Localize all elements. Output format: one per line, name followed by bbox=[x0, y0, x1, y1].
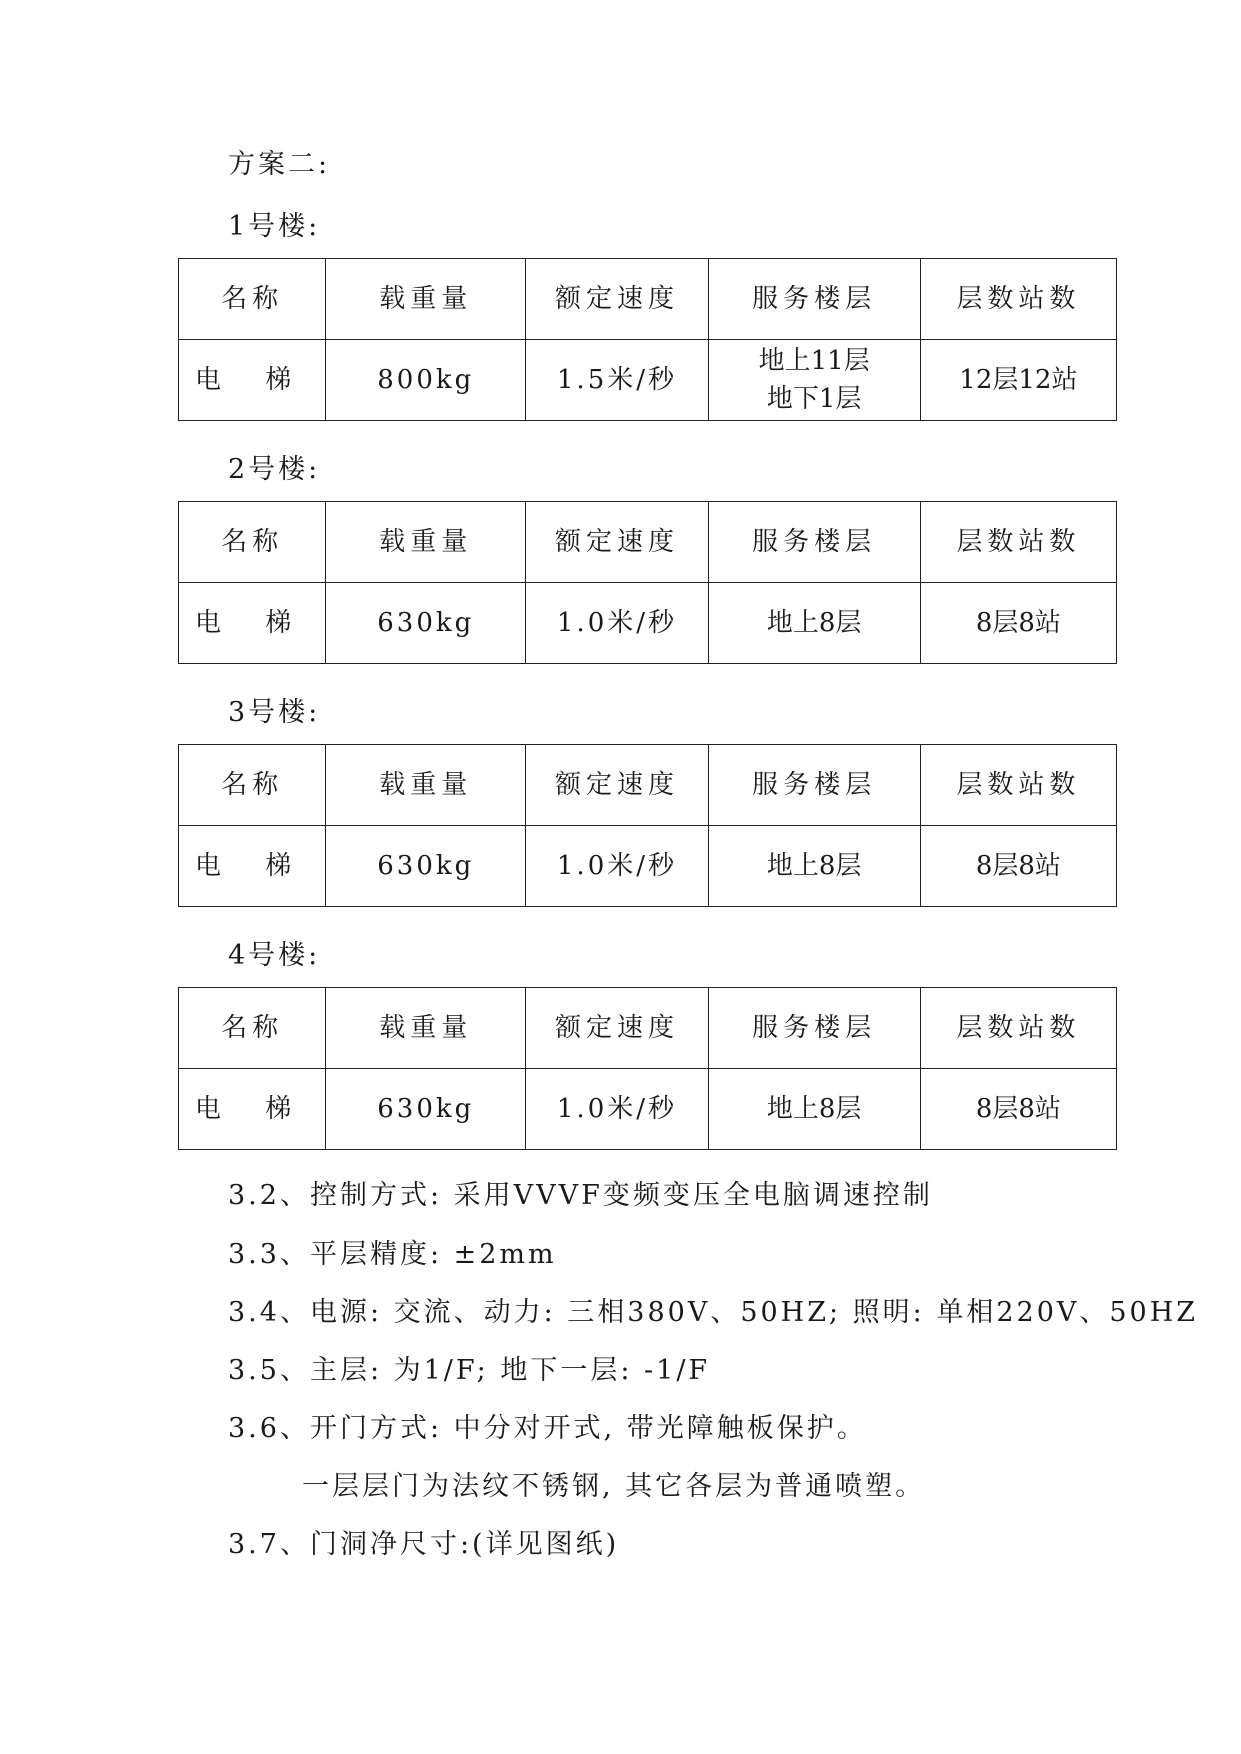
header-cell-floors: 服务楼层 bbox=[708, 988, 920, 1069]
header-cell-stops: 层数站数 bbox=[920, 259, 1116, 340]
header-cell-speed: 额定速度 bbox=[526, 988, 708, 1069]
cell-stops: 12层12站 bbox=[920, 340, 1116, 421]
header-cell-stops: 层数站数 bbox=[920, 988, 1116, 1069]
building-label: 2号楼: bbox=[228, 454, 321, 485]
spec-main-floor: 3.5、主层: 为1/F; 地下一层: -1/F bbox=[228, 1355, 711, 1386]
cell-floors bbox=[708, 340, 920, 421]
table-row bbox=[179, 1069, 1117, 1150]
cell-name: 电 梯 bbox=[179, 1069, 326, 1150]
cell-load: 630kg bbox=[326, 1069, 526, 1150]
table-row bbox=[179, 583, 1117, 664]
table-header-row bbox=[179, 259, 1117, 340]
header-cell-speed: 额定速度 bbox=[526, 502, 708, 583]
building-label: 4号楼: bbox=[228, 940, 321, 971]
cell-speed: 1.5米/秒 bbox=[526, 340, 708, 421]
spec-door-opening-size: 3.7、门洞净尺寸:(详见图纸) bbox=[228, 1529, 620, 1560]
header-cell-floors: 服务楼层 bbox=[708, 502, 920, 583]
cell-load: 800kg bbox=[326, 340, 526, 421]
cell-speed: 1.0米/秒 bbox=[526, 826, 708, 907]
scheme-title: 方案二: bbox=[228, 149, 331, 180]
cell-stops: 8层8站 bbox=[920, 1069, 1116, 1150]
building-label: 3号楼: bbox=[228, 697, 321, 728]
elevator-spec-table bbox=[178, 501, 1117, 664]
cell-stops: 8层8站 bbox=[920, 583, 1116, 664]
cell-floors: 地上8层 bbox=[708, 826, 920, 907]
cell-floors-line1: 地上11层 bbox=[758, 346, 870, 376]
elevator-spec-table bbox=[178, 258, 1117, 421]
spec-door-material: 一层层门为法纹不锈钢, 其它各层为普通喷塑。 bbox=[302, 1471, 926, 1502]
cell-speed: 1.0米/秒 bbox=[526, 583, 708, 664]
cell-stops: 8层8站 bbox=[920, 826, 1116, 907]
header-cell-load: 载重量 bbox=[326, 745, 526, 826]
spec-door-opening: 3.6、开门方式: 中分对开式, 带光障触板保护。 bbox=[228, 1413, 867, 1444]
header-cell-load: 载重量 bbox=[326, 259, 526, 340]
table-row bbox=[179, 826, 1117, 907]
header-cell-stops: 层数站数 bbox=[920, 745, 1116, 826]
header-cell-load: 载重量 bbox=[326, 988, 526, 1069]
elevator-spec-table bbox=[178, 987, 1117, 1150]
header-cell-name: 名称 bbox=[179, 259, 326, 340]
header-cell-floors: 服务楼层 bbox=[708, 259, 920, 340]
header-cell-speed: 额定速度 bbox=[526, 259, 708, 340]
header-cell-stops: 层数站数 bbox=[920, 502, 1116, 583]
cell-load: 630kg bbox=[326, 826, 526, 907]
cell-floors: 地上8层 bbox=[708, 1069, 920, 1150]
cell-speed: 1.0米/秒 bbox=[526, 1069, 708, 1150]
header-cell-load: 载重量 bbox=[326, 502, 526, 583]
header-cell-floors: 服务楼层 bbox=[708, 745, 920, 826]
table-row bbox=[179, 340, 1117, 421]
cell-load: 630kg bbox=[326, 583, 526, 664]
header-cell-name: 名称 bbox=[179, 502, 326, 583]
cell-name: 电 梯 bbox=[179, 583, 326, 664]
header-cell-name: 名称 bbox=[179, 745, 326, 826]
table-header-row bbox=[179, 988, 1117, 1069]
header-cell-name: 名称 bbox=[179, 988, 326, 1069]
spec-control-method: 3.2、控制方式: 采用VVVF变频变压全电脑调速控制 bbox=[228, 1180, 933, 1211]
cell-floors-line2: 地下1层 bbox=[766, 384, 862, 414]
cell-name: 电 梯 bbox=[179, 826, 326, 907]
spec-power-supply: 3.4、电源: 交流、动力: 三相380V、50HZ; 照明: 单相220V、50HZ bbox=[228, 1297, 1199, 1328]
elevator-spec-table bbox=[178, 744, 1117, 907]
building-label: 1号楼: bbox=[228, 211, 321, 242]
header-cell-speed: 额定速度 bbox=[526, 745, 708, 826]
cell-name: 电 梯 bbox=[179, 340, 326, 421]
cell-floors: 地上8层 bbox=[708, 583, 920, 664]
spec-leveling-accuracy: 3.3、平层精度: ±2mm bbox=[228, 1239, 557, 1270]
table-header-row bbox=[179, 745, 1117, 826]
table-header-row bbox=[179, 502, 1117, 583]
